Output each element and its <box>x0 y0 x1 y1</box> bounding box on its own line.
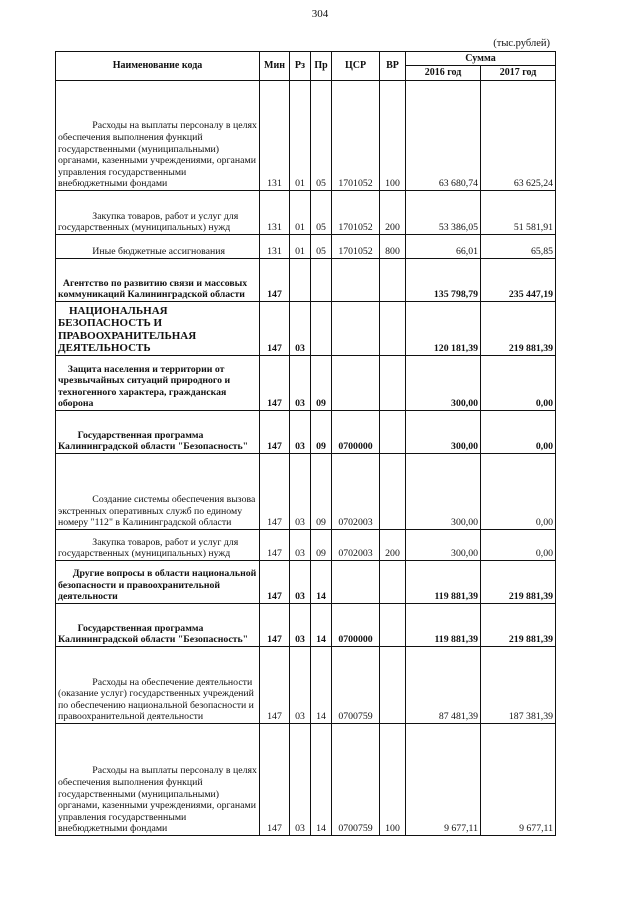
table-row <box>56 81 556 191</box>
table-row <box>56 561 556 604</box>
row-sum-2017: 51 581,91 <box>481 191 556 235</box>
row-vr <box>380 604 406 647</box>
row-min: 147 <box>260 604 290 647</box>
table-row <box>56 454 556 530</box>
row-min: 147 <box>260 647 290 724</box>
row-pr: 09 <box>311 454 332 530</box>
row-name <box>56 604 260 647</box>
row-rz: 03 <box>290 604 311 647</box>
row-min: 147 <box>260 356 290 411</box>
row-csr: 0700000 <box>332 604 380 647</box>
row-rz <box>290 259 311 302</box>
row-rz: 03 <box>290 530 311 561</box>
row-vr <box>380 561 406 604</box>
row-csr: 0700759 <box>332 724 380 836</box>
table-row <box>56 604 556 647</box>
row-min: 131 <box>260 235 290 259</box>
row-sum-2016: 9 677,11 <box>406 724 481 836</box>
row-name-text: Другие вопросы в области национальной безопасности и правоохранительной деятельности <box>58 568 259 603</box>
row-sum-2017: 235 447,19 <box>481 259 556 302</box>
row-name <box>56 454 260 530</box>
row-pr: 14 <box>311 724 332 836</box>
header-year-2017: 2017 год <box>481 66 556 81</box>
row-vr <box>380 356 406 411</box>
row-csr: 0700759 <box>332 647 380 724</box>
table-row <box>56 191 556 235</box>
row-rz: 01 <box>290 191 311 235</box>
row-name-text: Расходы на выплаты персоналу в целях обеспечения выполнения функций государственными (муниципальными) органами, казенными учреждениями, органами управления государственными внебюджетными фондами <box>58 765 260 835</box>
row-csr <box>332 259 380 302</box>
row-pr: 05 <box>311 235 332 259</box>
row-name-text: Создание системы обеспечения вызова экстренных оперативных служб по единому номеру "112" в Калининградской области <box>58 494 258 529</box>
table-row <box>56 235 556 259</box>
row-min: 147 <box>260 454 290 530</box>
row-min: 147 <box>260 302 290 356</box>
row-rz: 03 <box>290 411 311 454</box>
row-min: 131 <box>260 191 290 235</box>
row-min: 131 <box>260 81 290 191</box>
row-min: 147 <box>260 724 290 836</box>
units-label: (тыс.рублей) <box>493 38 550 49</box>
row-min: 147 <box>260 561 290 604</box>
header-rz: Рз <box>290 52 311 81</box>
row-pr <box>311 259 332 302</box>
row-sum-2016: 120 181,39 <box>406 302 481 356</box>
row-vr: 200 <box>380 530 406 561</box>
table-body <box>56 81 556 836</box>
row-sum-2017: 0,00 <box>481 356 556 411</box>
row-name <box>56 81 260 191</box>
row-sum-2016: 300,00 <box>406 530 481 561</box>
row-sum-2016: 300,00 <box>406 356 481 411</box>
row-sum-2017: 0,00 <box>481 530 556 561</box>
header-year-2016: 2016 год <box>406 66 481 81</box>
row-csr: 0702003 <box>332 530 380 561</box>
row-sum-2017: 0,00 <box>481 411 556 454</box>
row-vr <box>380 302 406 356</box>
row-sum-2017: 0,00 <box>481 454 556 530</box>
row-name-text: Агентство по развитию связи и массовых коммуникаций Калининградской области <box>58 277 250 301</box>
header-name: Наименование кода <box>56 52 260 81</box>
row-rz: 03 <box>290 724 311 836</box>
row-name-text: Расходы на выплаты персоналу в целях обеспечения выполнения функций государственными (муниципальными) органами, казенными учреждениями, органами управления государственными внебюджетными фондами <box>58 120 260 190</box>
row-name-text: Государственная программа Калининградской области "Безопасность" <box>58 622 249 646</box>
row-name <box>56 561 260 604</box>
row-pr: 14 <box>311 604 332 647</box>
header-vr: ВР <box>380 52 406 81</box>
row-sum-2016: 300,00 <box>406 411 481 454</box>
row-pr: 14 <box>311 561 332 604</box>
row-min: 147 <box>260 530 290 561</box>
row-name-text: Защита населения и территории от чрезвычайных ситуаций природного и техногенного характера, гражданская оборона <box>58 363 233 410</box>
row-name <box>56 235 260 259</box>
row-rz: 01 <box>290 235 311 259</box>
row-sum-2017: 63 625,24 <box>481 81 556 191</box>
row-rz: 03 <box>290 302 311 356</box>
row-csr: 1701052 <box>332 81 380 191</box>
row-pr: 09 <box>311 411 332 454</box>
row-vr <box>380 647 406 724</box>
row-sum-2017: 219 881,39 <box>481 561 556 604</box>
row-csr <box>332 302 380 356</box>
header-csr: ЦСР <box>332 52 380 81</box>
header-min: Мин <box>260 52 290 81</box>
header-sum: Сумма <box>406 52 556 66</box>
row-min: 147 <box>260 411 290 454</box>
row-name <box>56 724 260 836</box>
row-sum-2017: 219 881,39 <box>481 302 556 356</box>
row-sum-2017: 219 881,39 <box>481 604 556 647</box>
row-rz: 03 <box>290 647 311 724</box>
row-name <box>56 259 260 302</box>
row-sum-2016: 119 881,39 <box>406 561 481 604</box>
row-name <box>56 191 260 235</box>
row-name <box>56 647 260 724</box>
row-pr: 14 <box>311 647 332 724</box>
row-sum-2017: 65,85 <box>481 235 556 259</box>
row-sum-2016: 87 481,39 <box>406 647 481 724</box>
row-csr: 0702003 <box>332 454 380 530</box>
row-csr: 1701052 <box>332 191 380 235</box>
row-min: 147 <box>260 259 290 302</box>
row-sum-2016: 300,00 <box>406 454 481 530</box>
row-sum-2016: 119 881,39 <box>406 604 481 647</box>
row-sum-2016: 63 680,74 <box>406 81 481 191</box>
row-vr: 100 <box>380 724 406 836</box>
row-pr: 05 <box>311 191 332 235</box>
row-sum-2017: 187 381,39 <box>481 647 556 724</box>
table-row <box>56 259 556 302</box>
row-sum-2016: 135 798,79 <box>406 259 481 302</box>
row-name-text: НАЦИОНАЛЬНАЯ БЕЗОПАСНОСТЬ И ПРАВООХРАНИТЕЛЬНАЯ ДЕЯТЕЛЬНОСТЬ <box>58 304 199 355</box>
row-vr <box>380 259 406 302</box>
header-pr: Пр <box>311 52 332 81</box>
budget-table <box>55 51 556 836</box>
table-row <box>56 302 556 356</box>
row-pr: 09 <box>311 356 332 411</box>
row-sum-2016: 53 386,05 <box>406 191 481 235</box>
row-name <box>56 411 260 454</box>
row-rz: 03 <box>290 561 311 604</box>
row-pr: 05 <box>311 81 332 191</box>
row-vr: 200 <box>380 191 406 235</box>
row-name <box>56 302 260 356</box>
row-name-text: Расходы на обеспечение деятельности (оказание услуг) государственных учреждений по обеспечению национальной безопасности и правоохранительной деятельности <box>58 676 257 723</box>
table-row <box>56 724 556 836</box>
row-rz: 03 <box>290 454 311 530</box>
row-csr <box>332 356 380 411</box>
row-pr: 09 <box>311 530 332 561</box>
table-row <box>56 411 556 454</box>
table-row <box>56 530 556 561</box>
row-csr: 0700000 <box>332 411 380 454</box>
row-vr <box>380 454 406 530</box>
row-sum-2016: 66,01 <box>406 235 481 259</box>
row-vr <box>380 411 406 454</box>
row-name-text: Закупка товаров, работ и услуг для государственных (муниципальных) нужд <box>58 536 241 560</box>
row-name-text: Государственная программа Калининградской области "Безопасность" <box>58 429 249 453</box>
row-name <box>56 356 260 411</box>
table-row <box>56 356 556 411</box>
row-name-text: Иные бюджетные ассигнования <box>58 246 225 258</box>
row-vr: 100 <box>380 81 406 191</box>
row-name <box>56 530 260 561</box>
row-rz: 03 <box>290 356 311 411</box>
row-vr: 800 <box>380 235 406 259</box>
row-csr: 1701052 <box>332 235 380 259</box>
row-rz: 01 <box>290 81 311 191</box>
row-name-text: Закупка товаров, работ и услуг для государственных (муниципальных) нужд <box>58 210 241 234</box>
page-number: 304 <box>311 8 329 20</box>
row-pr <box>311 302 332 356</box>
row-sum-2017: 9 677,11 <box>481 724 556 836</box>
table-row <box>56 647 556 724</box>
row-csr <box>332 561 380 604</box>
